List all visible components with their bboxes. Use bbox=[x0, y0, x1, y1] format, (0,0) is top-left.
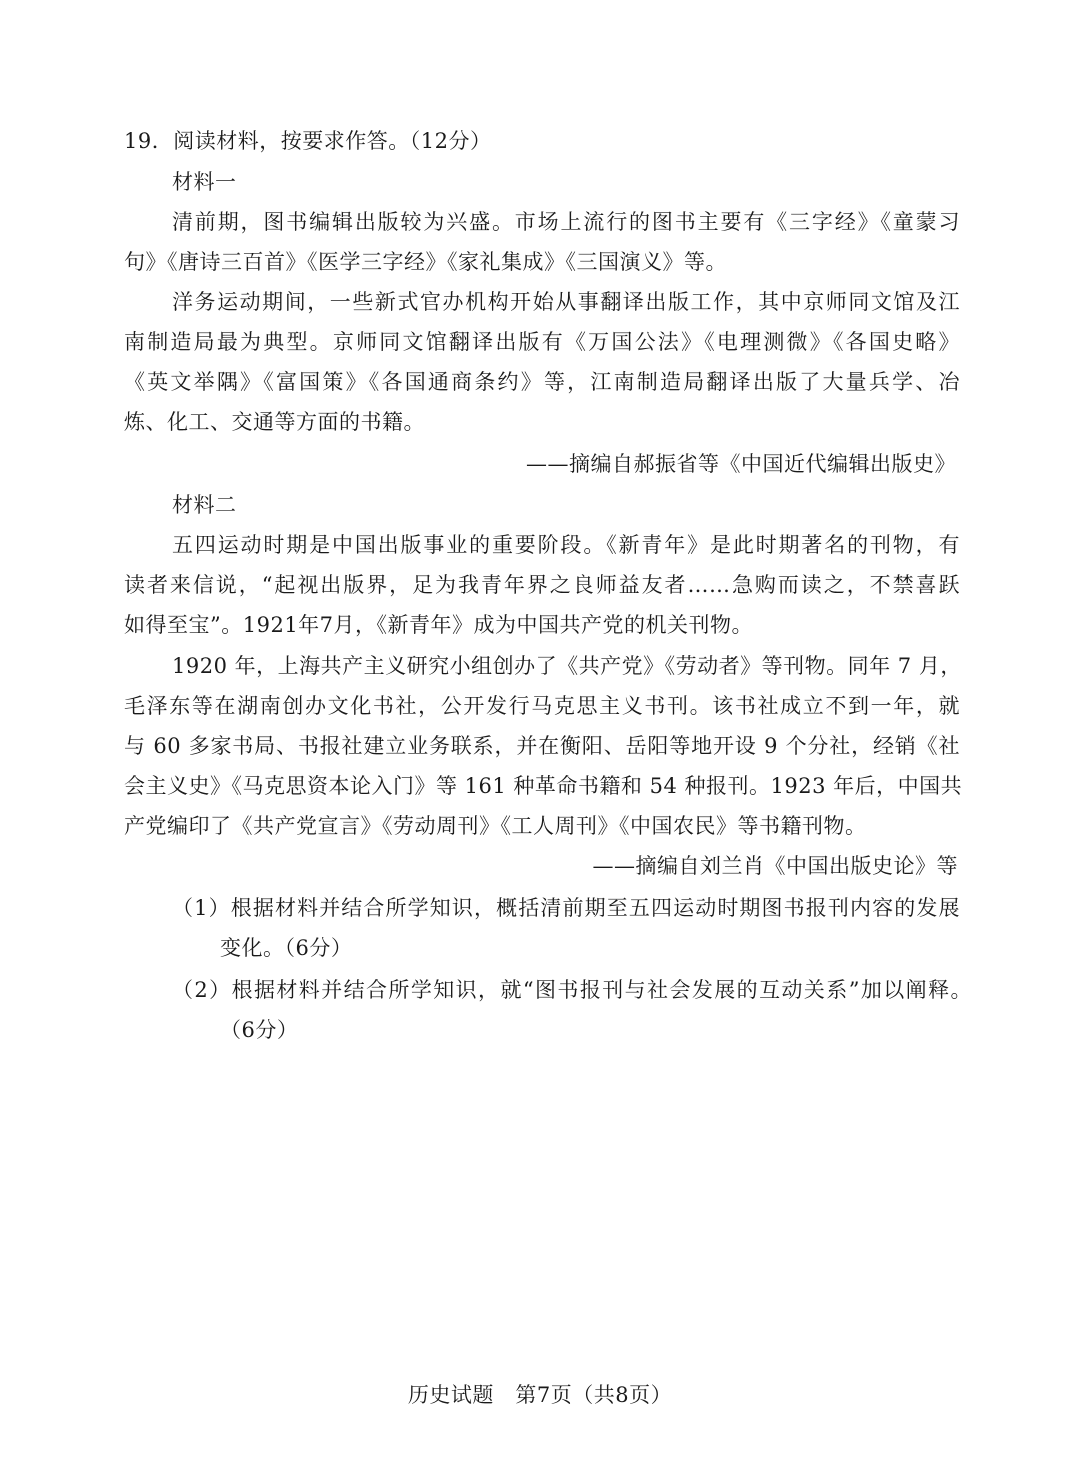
material-two-source: ——摘编自刘兰肖《中国出版史论》等 bbox=[592, 854, 958, 878]
material-two-line: 如得至宝”。1921年7月，《新青年》成为中国共产党的机关刊物。 bbox=[124, 613, 754, 637]
material-one-line: 《英文举隅》《富国策》《各国通商条约》等，江南制造局翻译出版了大量兵学、冶 bbox=[124, 370, 960, 394]
material-two-line: 1920 年，上海共产主义研究小组创办了《共产党》《劳动者》等刊物。同年 7 月， bbox=[172, 654, 962, 678]
question-header: 19．阅读材料，按要求作答。（12分） bbox=[124, 129, 492, 153]
material-two-line: 五四运动时期是中国出版事业的重要阶段。《新青年》是此时期著名的刊物，有 bbox=[172, 533, 960, 557]
material-two-line: 读者来信说，“起视出版界，足为我青年界之良师益友者……急购而读之，不禁喜跃 bbox=[124, 573, 960, 597]
material-one-source: ——摘编自郝振省等《中国近代编辑出版史》 bbox=[526, 452, 956, 476]
material-one-line: 洋务运动期间，一些新式官办机构开始从事翻译出版工作，其中京师同文馆及江 bbox=[172, 290, 960, 314]
material-one-line: 南制造局最为典型。京师同文馆翻译出版有《万国公法》《电理测微》《各国史略》 bbox=[124, 330, 960, 354]
material-two-line: 产党编印了《共产党宣言》《劳动周刊》《工人周刊》《中国农民》等书籍刊物。 bbox=[124, 814, 867, 838]
sub-question-1: （1）根据材料并结合所学知识，概括清前期至五四运动时期图书报刊内容的发展 bbox=[172, 896, 960, 920]
material-two-line: 与 60 多家书局、书报社建立业务联系，并在衡阳、岳阳等地开设 9 个分社，经销《社 bbox=[124, 734, 960, 758]
sub-question-2: （2）根据材料并结合所学知识，就“图书报刊与社会发展的互动关系”加以阐释。 bbox=[172, 978, 972, 1002]
sub-question-1-points: 变化。（6分） bbox=[220, 936, 353, 960]
material-one-line: 炼、化工、交通等方面的书籍。 bbox=[124, 410, 425, 434]
material-two-label: 材料二 bbox=[172, 493, 237, 517]
material-two-line: 会主义史》《马克思资本论入门》等 161 种革命书籍和 54 种报刊。1923 年后，中国共 bbox=[124, 774, 963, 798]
material-one-label: 材料一 bbox=[172, 170, 237, 194]
page-footer: 历史试题 第7页（共8页） bbox=[407, 1383, 673, 1407]
material-one-line: 句》《唐诗三百首》《医学三字经》《家礼集成》《三国演义》等。 bbox=[124, 250, 727, 274]
material-two-line: 毛泽东等在湖南创办文化书社，公开发行马克思主义书刊。该书社成立不到一年，就 bbox=[124, 694, 960, 718]
sub-question-2-points: （6分） bbox=[220, 1018, 299, 1042]
material-one-line: 清前期，图书编辑出版较为兴盛。市场上流行的图书主要有《三字经》《童蒙习 bbox=[172, 210, 960, 234]
